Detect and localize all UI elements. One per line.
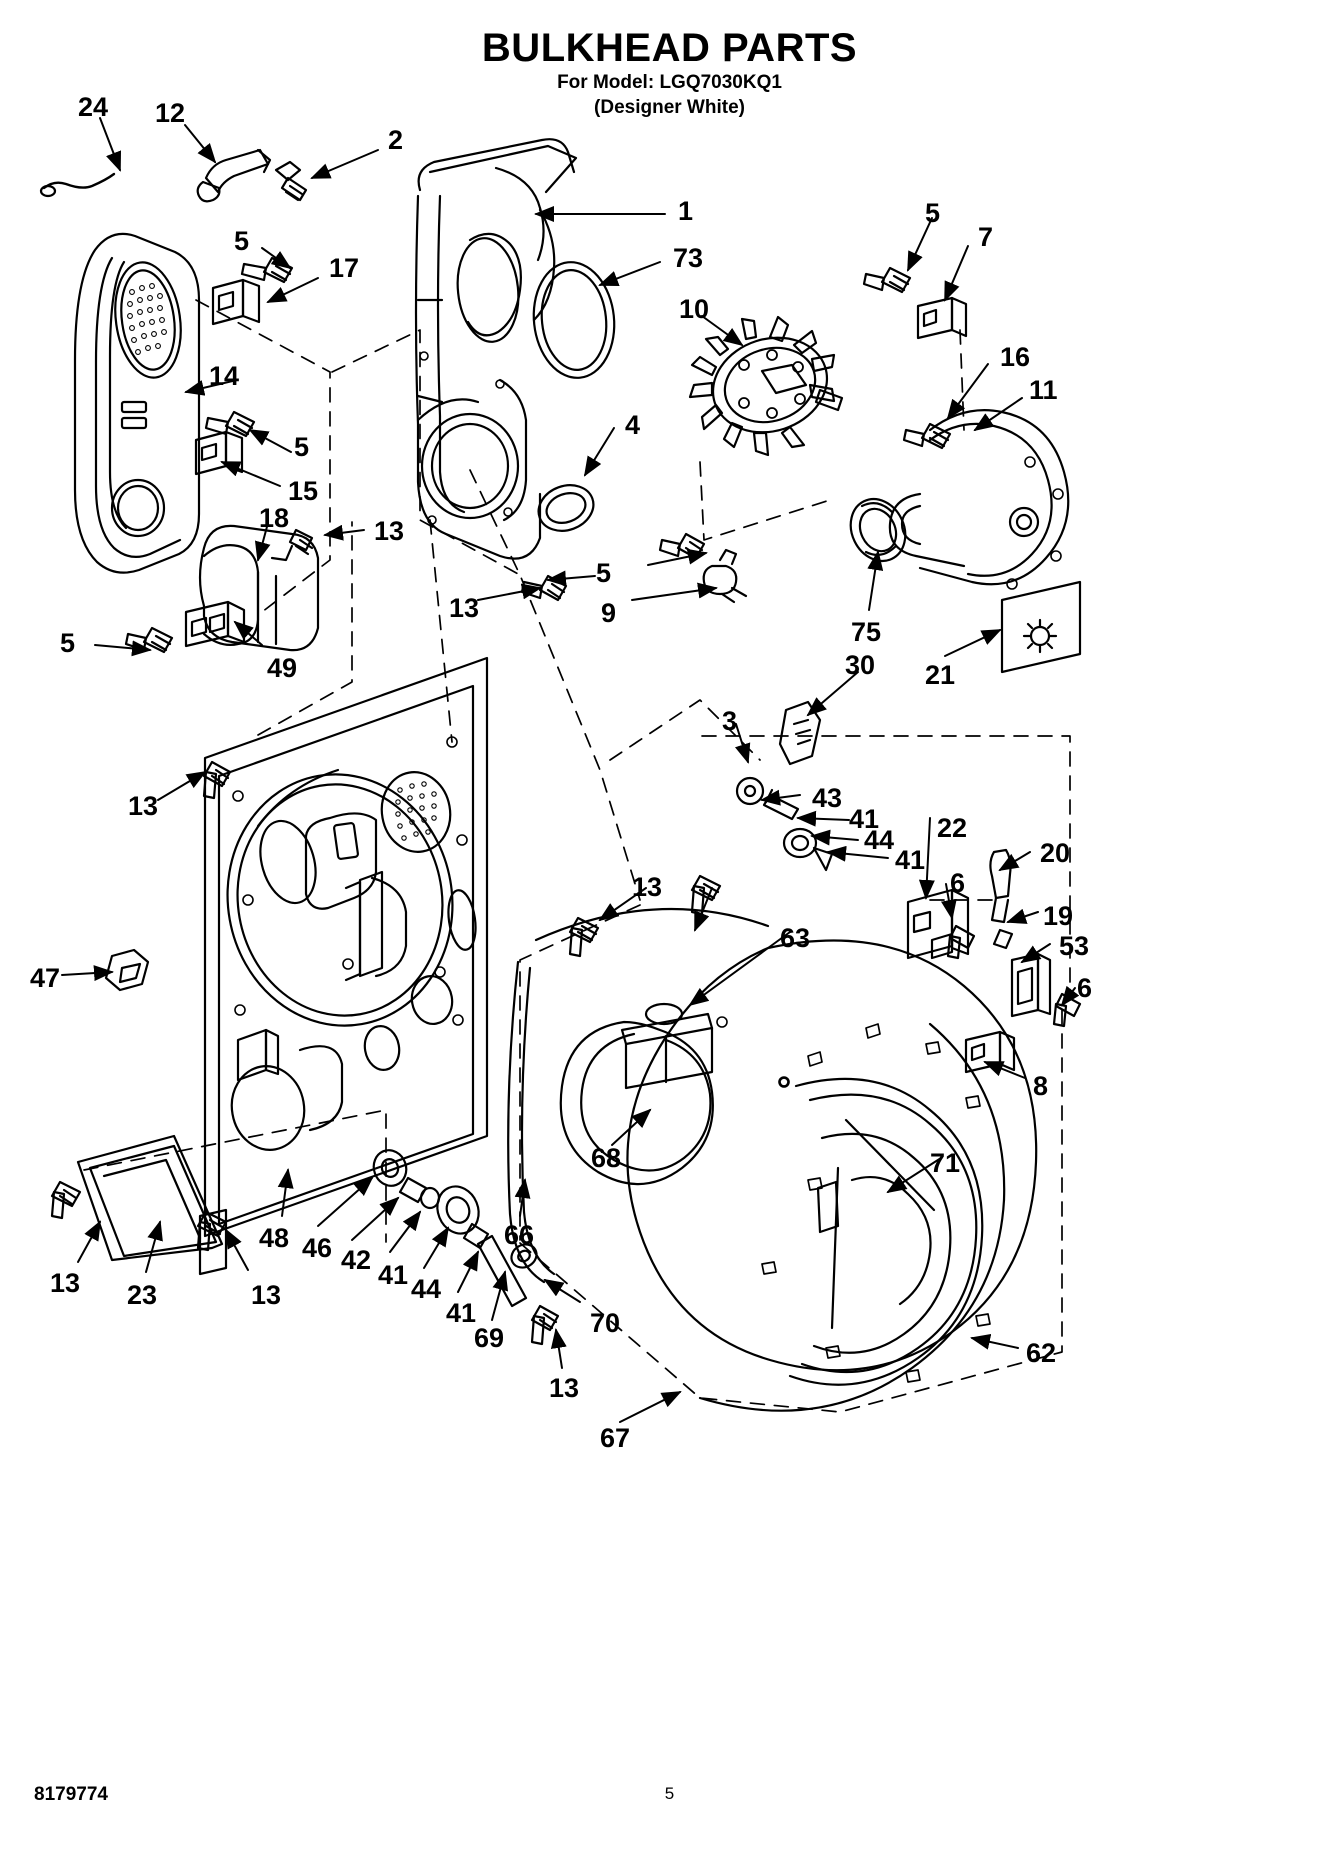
callout-13-b: 13 <box>449 593 480 623</box>
callout-69: 69 <box>474 1323 505 1353</box>
callout-13-e: 13 <box>50 1268 81 1298</box>
callout-6-b: 6 <box>1077 973 1093 1003</box>
callout-9: 9 <box>601 598 617 628</box>
callout-43: 43 <box>812 783 843 813</box>
callout-30: 30 <box>845 650 876 680</box>
model-subtitle: For Model: LGQ7030KQ1 <box>557 72 782 93</box>
callout-15: 15 <box>288 476 319 506</box>
callout-67: 67 <box>600 1423 631 1453</box>
callout-8: 8 <box>1033 1071 1049 1101</box>
callout-47: 47 <box>30 963 61 993</box>
color-subtitle: (Designer White) <box>594 97 745 118</box>
callout-68: 68 <box>591 1143 622 1173</box>
callout-44-b: 44 <box>411 1274 442 1304</box>
callout-41-c: 41 <box>378 1260 409 1290</box>
callout-13-c: 13 <box>128 791 159 821</box>
callout-24-a: 24 <box>78 92 109 122</box>
callout-4: 4 <box>625 410 641 440</box>
callout-5-b: 5 <box>234 226 250 256</box>
callout-66: 66 <box>504 1220 535 1250</box>
callout-13-g: 13 <box>549 1373 580 1403</box>
callout-22: 22 <box>937 813 968 843</box>
callout-7: 7 <box>978 222 994 252</box>
callout-14: 14 <box>209 361 240 391</box>
callout-71: 71 <box>930 1148 961 1178</box>
callout-5-a: 5 <box>925 198 941 228</box>
callout-42: 42 <box>341 1245 372 1275</box>
callout-70: 70 <box>590 1308 621 1338</box>
callout-21: 21 <box>925 660 956 690</box>
callout-5-c: 5 <box>294 432 310 462</box>
callout-10: 10 <box>679 294 710 324</box>
footer-page-number: 5 <box>664 1784 675 1803</box>
callout-41-a: 41 <box>849 804 880 834</box>
callout-13-d: 13 <box>632 872 663 902</box>
callout-5-e: 5 <box>60 628 76 658</box>
callout-41-b: 41 <box>895 845 926 875</box>
callout-2: 2 <box>388 125 404 155</box>
callout-11: 11 <box>1029 375 1058 405</box>
callout-20: 20 <box>1040 838 1071 868</box>
callout-73: 73 <box>673 243 704 273</box>
callout-13-f: 13 <box>251 1280 282 1310</box>
callout-19: 19 <box>1043 901 1074 931</box>
callout-41-d: 41 <box>446 1298 477 1328</box>
callout-53: 53 <box>1059 931 1090 961</box>
callout-12: 12 <box>155 98 186 128</box>
callout-49: 49 <box>267 653 298 683</box>
callout-16: 16 <box>1000 342 1031 372</box>
callout-48: 48 <box>259 1223 290 1253</box>
footer-part-number: 8179774 <box>34 1784 108 1805</box>
page-title: BULKHEAD PARTS <box>481 26 858 70</box>
callout-44-a: 44 <box>864 825 895 855</box>
callout-23: 23 <box>127 1280 158 1310</box>
callout-62: 62 <box>1026 1338 1057 1368</box>
callout-63: 63 <box>780 923 811 953</box>
callout-1: 1 <box>678 196 694 226</box>
callout-6-a: 6 <box>950 868 966 898</box>
callout-75: 75 <box>851 617 882 647</box>
callout-17: 17 <box>329 253 360 283</box>
callout-18: 18 <box>259 503 290 533</box>
callout-46: 46 <box>302 1233 333 1263</box>
callout-5-d: 5 <box>596 558 612 588</box>
callout-13-a: 13 <box>374 516 405 546</box>
callout-3: 3 <box>722 706 738 736</box>
